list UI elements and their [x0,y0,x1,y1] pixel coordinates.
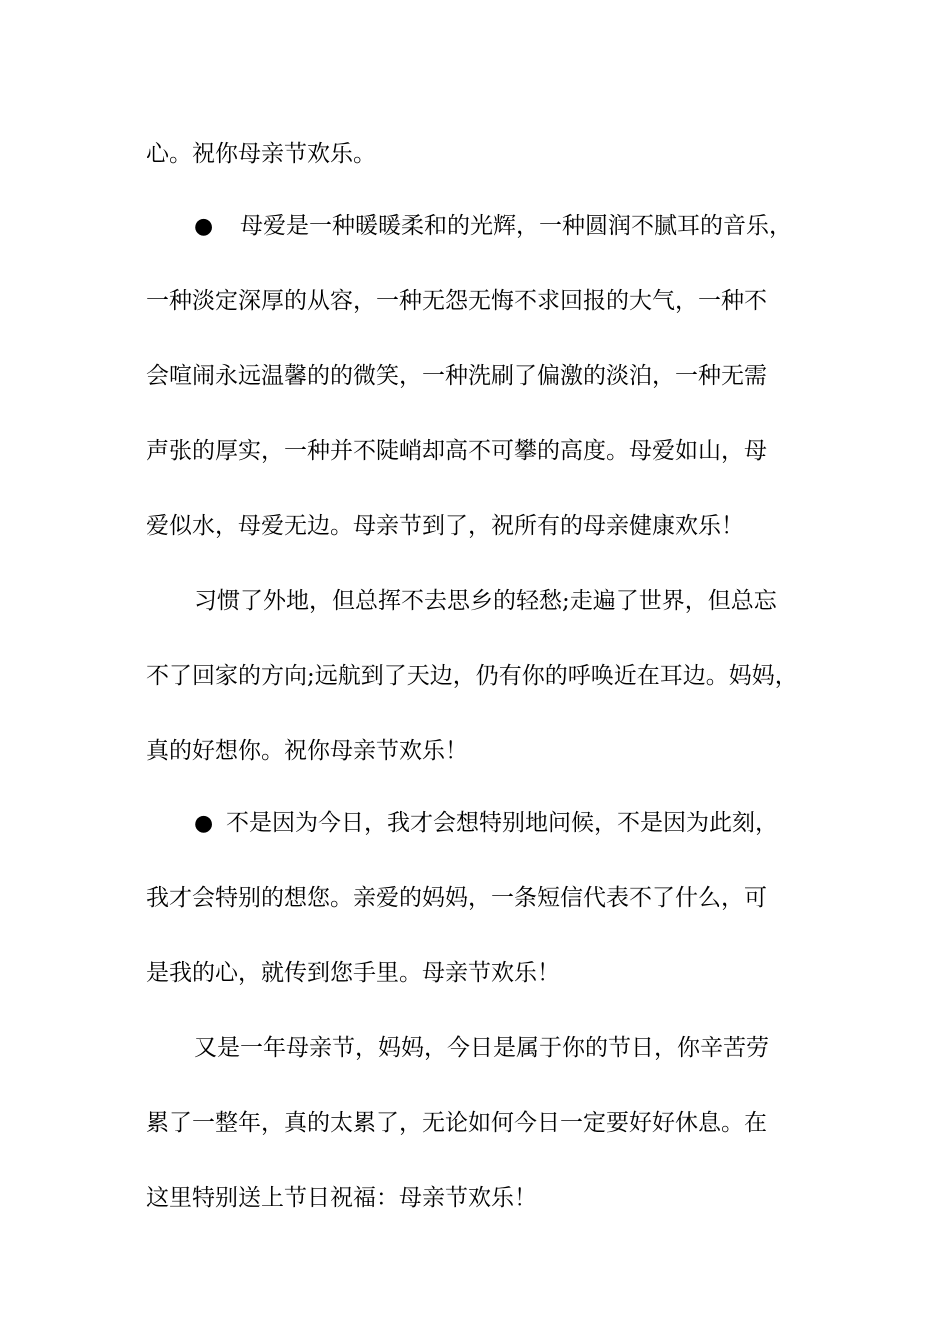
paragraph-line [194,1033,769,1063]
text-line [146,958,560,988]
text-line [146,139,376,169]
text-line [146,883,767,913]
line-text: 又是一年母亲节，妈妈，今日是属于你的节日，你辛苦劳 [194,1035,769,1061]
bullet-icon: ● [194,811,214,836]
paragraph-line [194,586,777,616]
line-text: 心。祝你母亲节欢乐。 [146,141,376,167]
line-text: 习惯了外地，但总挥不去思乡的轻愁;走遍了世界，但总忘 [194,588,777,614]
line-text: 爱似水，母爱无边。母亲节到了，祝所有的母亲健康欢乐！ [146,513,744,539]
text-line [146,511,744,541]
line-text: 我才会特别的想您。亲爱的妈妈，一条短信代表不了什么，可 [146,885,767,911]
bullet-icon: ● [194,214,214,239]
line-text: 是我的心，就传到您手里。母亲节欢乐！ [146,960,560,986]
text-line [146,1183,537,1213]
text-line [146,1108,767,1138]
text-line [146,361,767,391]
line-text: 真的好想你。祝你母亲节欢乐！ [146,738,468,764]
line-text: 不是因为今日，我才会想特别地问候，不是因为此刻， [226,810,778,836]
bullet-paragraph-line [194,808,778,839]
text-line [146,436,767,466]
text-line [146,661,798,691]
bullet-paragraph-line [194,211,792,242]
line-text: 母爱是一种暖暖柔和的光辉，一种圆润不腻耳的音乐， [240,213,792,239]
line-text: 这里特别送上节日祝福：母亲节欢乐！ [146,1185,537,1211]
line-text: 一种淡定深厚的从容，一种无怨无悔不求回报的大气，一种不 [146,288,767,314]
line-text: 声张的厚实，一种并不陡峭却高不可攀的高度。母爱如山，母 [146,438,767,464]
text-line [146,736,468,766]
text-line [146,286,767,316]
line-text: 会喧闹永远温馨的的微笑，一种洗刷了偏激的淡泊，一种无需 [146,363,767,389]
line-text: 不了回家的方向;远航到了天边，仍有你的呼唤近在耳边。妈妈， [146,663,798,689]
line-text: 累了一整年，真的太累了，无论如何今日一定要好好休息。在 [146,1110,767,1136]
